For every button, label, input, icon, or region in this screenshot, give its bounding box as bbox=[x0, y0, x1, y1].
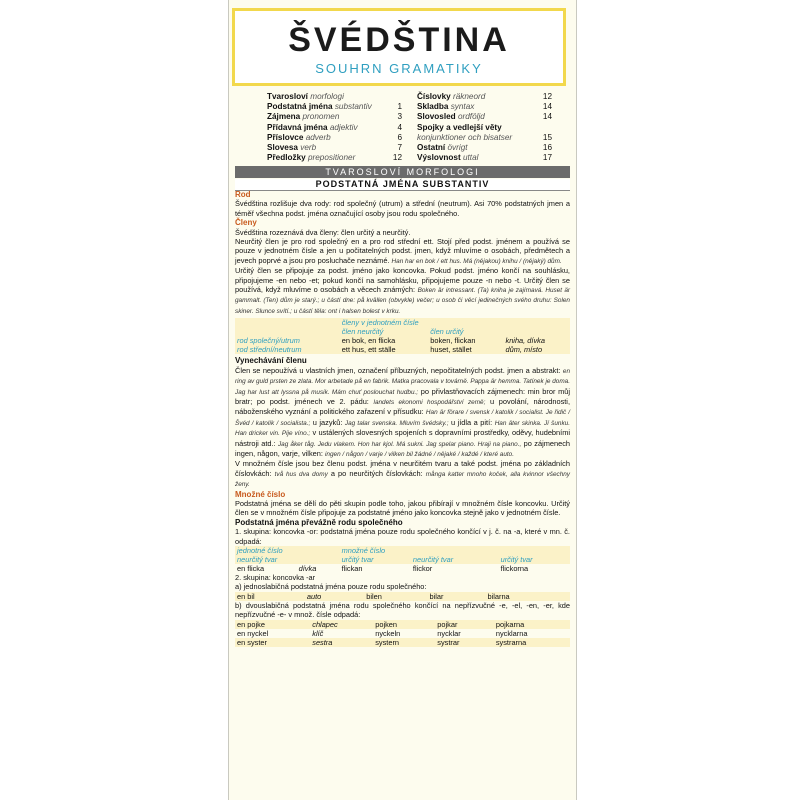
toc-item-label: Přídavná jména bbox=[267, 122, 328, 132]
toc-item bbox=[417, 153, 552, 163]
toc-item-label: Předložky bbox=[267, 153, 306, 163]
paragraph-plural-no-article bbox=[235, 459, 570, 489]
toc-item-page: 1 bbox=[397, 102, 402, 112]
cell: dívka bbox=[298, 564, 317, 573]
heading-utrum-groups: Podstatná jména převážně rodu společného bbox=[235, 517, 403, 527]
toc-item bbox=[267, 92, 402, 102]
toc-item-latin: verb bbox=[300, 142, 317, 152]
urcity-example: Boken är intressant. (Ta) kniha je zajímavá. Huset är gammalt. (Ten) dům je starý.; u částí dne: på kvällen (obvykle) večer; u osob či věcí jedinečných svého druhu: Solen skiner. Slunce svítí.; u částí těla: ont i halsen bolest v krku. bbox=[235, 287, 571, 315]
cell: ett hus, ett ställe bbox=[341, 345, 396, 355]
page-subtitle: SOUHRN GRAMATIKY bbox=[315, 61, 483, 76]
toc-item bbox=[267, 143, 402, 153]
text: a po neurčitých číslovkách: bbox=[330, 468, 423, 478]
cell: bilarna bbox=[485, 592, 570, 601]
paragraph-neurcity bbox=[235, 237, 570, 266]
toc-item-page: 7 bbox=[397, 142, 402, 152]
plural-table-3 bbox=[235, 620, 570, 647]
cell: pojken bbox=[373, 620, 435, 629]
table-row bbox=[235, 592, 570, 601]
toc-item-label: Číslovky bbox=[417, 92, 451, 101]
cell: nycklarna bbox=[495, 628, 528, 638]
cell: flickan bbox=[341, 564, 363, 573]
text: po zájmenech ingen, någon, varje, vilken: bbox=[235, 438, 570, 458]
text: po přivlastňovacích zájmenech: min bror můj bratr; po podst. jménech ve 2. pádu: bbox=[235, 386, 570, 406]
table-row bbox=[235, 564, 570, 573]
toc-item bbox=[417, 143, 552, 153]
cell: en bok, en flicka bbox=[341, 336, 396, 346]
articles-table-caption: členy v jednotném čísle bbox=[341, 318, 419, 328]
toc-item-latin: adverb bbox=[305, 132, 331, 142]
toc-item-page: 17 bbox=[542, 153, 552, 163]
toc-item-latin: konjunktioner och bisatser bbox=[417, 132, 513, 142]
paragraph-mnozne-cislo: Podstatná jména se dělí do pěti skupin podle toho, jakou přibírají v množném čísle koncovku. Určitý člen se v množném čísle připojuje za podstatné jméno jako koncovka stejně jako v jednotném čísle. bbox=[235, 498, 570, 518]
toc-item bbox=[267, 112, 402, 122]
toc-item-label: Tvarosloví bbox=[267, 92, 308, 101]
paragraph-skupina-1: 1. skupina: koncovka -or: podstatná jména pouze rodu společného končící v j. č. na -a, které v mn. č. odpadá: bbox=[235, 527, 570, 546]
toc-item-label: Slovosled bbox=[417, 112, 456, 122]
toc-item bbox=[267, 123, 402, 133]
title-box bbox=[232, 8, 566, 86]
paragraph-cleny: Švédština rozeznává dva členy: člen určitý a neurčitý. bbox=[235, 227, 411, 237]
col-urcity: člen určitý bbox=[430, 327, 464, 337]
heading-mnozne-cislo: Množné číslo bbox=[235, 489, 286, 499]
cell: en flicka bbox=[237, 564, 265, 573]
cell: boken, flickan bbox=[430, 336, 476, 346]
toc-item-page: 16 bbox=[542, 142, 552, 152]
plural-table-1 bbox=[235, 546, 570, 573]
text: u jazyků: bbox=[312, 417, 343, 427]
toc-item bbox=[417, 102, 552, 112]
toc-item-label: Skladba bbox=[417, 102, 449, 112]
example: Jag åker tåg. Jedu vlakem. Hon har kjol. Má sukni. Jag spelar piano. Hraji na piano., bbox=[277, 440, 522, 448]
paragraph-urcity bbox=[235, 266, 570, 316]
example: landets ekonomi hospodářství země; bbox=[373, 398, 486, 406]
toc-item-latin: räkneord bbox=[452, 92, 486, 101]
col-indef: neurčitý tvar bbox=[235, 555, 340, 564]
plural-table-2 bbox=[235, 592, 570, 601]
toc-item-label: Výslovnost bbox=[417, 153, 461, 163]
text: u jídla a pití: bbox=[451, 417, 493, 427]
toc-item-latin: substantiv bbox=[334, 102, 372, 112]
cell: systrar bbox=[435, 638, 494, 647]
cell: bilen bbox=[364, 592, 427, 601]
row-label: rod střední/neutrum bbox=[237, 345, 302, 355]
toc-item-page: 12 bbox=[542, 92, 552, 101]
toc-item bbox=[417, 133, 552, 143]
cell: dům, místo bbox=[505, 345, 543, 355]
toc-left-column bbox=[267, 92, 402, 163]
toc-item-latin: morfologi bbox=[310, 92, 344, 101]
toc-item-label: Zájmena bbox=[267, 112, 301, 122]
heading-cleny: Členy bbox=[235, 218, 257, 228]
toc-item-page: 14 bbox=[542, 102, 552, 112]
toc-item-latin: prepositioner bbox=[307, 153, 356, 163]
toc-item-latin: pronomen bbox=[302, 112, 340, 122]
heading-vynechavani: Vynechávání členu bbox=[235, 356, 307, 366]
cell: en pojke bbox=[235, 620, 310, 629]
grammar-card bbox=[228, 0, 577, 800]
cell: kniha, dívka bbox=[505, 336, 545, 346]
example: en ring av guld prsten ze zlata. Mor arbetade på en fabrik. Matka pracovala v továrně. Pappa är hemma. Tatínek je doma. Jag har lust att lyssna på musik. Mám chuť poslouchat hudbu.; bbox=[235, 367, 570, 396]
toc-item-page: 4 bbox=[397, 122, 402, 132]
page-title: ŠVÉDŠTINA bbox=[288, 21, 510, 59]
toc-item-latin: övrigt bbox=[447, 142, 468, 152]
paragraph-skupina-2: 2. skupina: koncovka -ar bbox=[235, 573, 316, 582]
urcity-text: Určitý člen se připojuje za podst. jméno jako koncovka. Pokud podst. jméno končí na souhlásku, připojujeme -en nebo -et; pokud končí na samohlásku, připojujeme pouze -n nebo -t. Určitý člen se používá, když mluvíme o osobách a věcech známých: bbox=[235, 266, 570, 295]
example: Han äter skinka. Jí šunku. Han dricker vin. Pije víno.; bbox=[235, 419, 570, 438]
cell: nyckeln bbox=[375, 628, 401, 638]
col-singular: jednotné číslo bbox=[235, 546, 340, 555]
toc-item bbox=[417, 123, 552, 133]
table-row bbox=[235, 336, 570, 345]
toc-item-page: 15 bbox=[542, 132, 552, 142]
heading-rod: Rod bbox=[235, 190, 251, 199]
cell: bilar bbox=[428, 592, 486, 601]
col-plural: množné číslo bbox=[340, 546, 570, 555]
cell: pojkarna bbox=[494, 620, 570, 629]
col-def: určitý tvar bbox=[499, 555, 570, 564]
cell: en bil bbox=[235, 592, 305, 601]
row-label: rod společný/utrum bbox=[237, 336, 300, 346]
toc-item-latin: uttal bbox=[462, 153, 479, 163]
cell: en syster bbox=[235, 638, 310, 647]
toc-item-page: 14 bbox=[542, 112, 552, 122]
example: många katter mnoho koček, alla kvinnor všechny ženy. bbox=[235, 470, 570, 489]
cell: huset, stället bbox=[430, 345, 472, 355]
cell: systern bbox=[373, 638, 435, 647]
toc-item-label: Příslovce bbox=[267, 132, 304, 142]
toc-item-latin: adjektiv bbox=[329, 122, 358, 132]
example: Jag talar svenska. Mluvím švédsky.; bbox=[344, 419, 449, 427]
cell: pojkar bbox=[435, 620, 494, 629]
col-neurcity: člen neurčitý bbox=[341, 327, 384, 337]
toc-item-label: Spojky a vedlejší věty bbox=[417, 122, 502, 132]
toc-item-label: Ostatní bbox=[417, 142, 446, 152]
section-bar-morfologi: TVAROSLOVÍ MORFOLOGI bbox=[235, 166, 570, 178]
text: v ustálených slovesných spojeních s dopravními prostředky, oděvy, hudebními nástroji atd.: bbox=[235, 428, 570, 448]
text: u povolání, národnosti, náboženského vyznání a politického zařazení v přísudku: bbox=[235, 396, 571, 417]
toc-item bbox=[417, 112, 552, 122]
table-row bbox=[235, 629, 570, 638]
toc-item-label: Podstatná jména bbox=[267, 102, 333, 112]
text: Člen se nepoužívá u vlastních jmen, označení příbuzných, nepočitatelných podst. jmen a abstrakt: bbox=[235, 365, 561, 375]
cell: nycklar bbox=[437, 628, 461, 638]
content bbox=[235, 190, 570, 647]
toc-item-page: 12 bbox=[392, 153, 402, 163]
cell: sestra bbox=[310, 638, 373, 647]
paragraph-vynechavani bbox=[235, 366, 570, 460]
neurcity-text: Neurčitý člen je pro rod společný en a pro rod střední ett. Stojí před podst. jménem a používá se pouze v jednotném čísle a jen u počitatelných podst. jmen, když mluvíme o osobách, předmětech a jevech poprvé a jsou pro posluchače neznámé. bbox=[235, 237, 570, 265]
cell: klíč bbox=[312, 628, 324, 638]
example: ingen / någon / varje / vilken bil žádné / nějaké / každé / které auto. bbox=[325, 450, 514, 458]
toc-item-latin: syntax bbox=[450, 102, 475, 112]
cell: flickor bbox=[412, 564, 433, 573]
section-bar-substantiv: PODSTATNÁ JMÉNA SUBSTANTIV bbox=[235, 179, 570, 191]
table-row bbox=[235, 620, 570, 629]
toc-item-latin: ordföljd bbox=[457, 112, 485, 122]
toc-item bbox=[267, 102, 402, 112]
cell: en nyckel bbox=[237, 628, 269, 638]
paragraph-skupina-2a: a) jednoslabičná podstatná jména pouze rodu společného: bbox=[235, 582, 427, 592]
toc-item bbox=[267, 133, 402, 143]
col-indef: neurčitý tvar bbox=[411, 555, 499, 564]
table-row bbox=[235, 345, 570, 354]
cell: chlapec bbox=[310, 620, 373, 629]
toc-item-page: 6 bbox=[397, 132, 402, 142]
paragraph-rod: Švédština rozlišuje dva rody: rod společný (utrum) a střední (neutrum). Asi 70% podstatných jmen a téměř všechna podst. jména označující osoby jsou rodu společného. bbox=[235, 199, 570, 218]
cell: flickorna bbox=[500, 564, 529, 573]
toc-item bbox=[417, 92, 552, 102]
cell: auto bbox=[305, 592, 364, 601]
neurcity-example: Han har en bok / ett hus. Má (nějakou) knihu / (nějaký) dům. bbox=[391, 257, 562, 265]
example: två hus dva domy bbox=[274, 470, 328, 478]
text: V množném čísle jsou bez členu podst. jména v neurčitém tvaru a také podst. jména po základních číslovkách: bbox=[235, 459, 570, 478]
example: Han är förare / svensk / katolik / socialist. Je řidič / Švéd / katolík / socialista.; bbox=[235, 409, 570, 427]
col-def: určitý tvar bbox=[340, 555, 411, 564]
toc-item bbox=[267, 153, 402, 163]
table-row bbox=[235, 638, 570, 647]
paragraph-skupina-2b: b) dvouslabičná podstatná jména rodu společného končící na nepřízvučné -e, -el, -en, -er, kde nepřízvučné -e- v množ. čísle odpadá: bbox=[235, 600, 570, 620]
cell: systrarna bbox=[494, 638, 570, 647]
toc-item-page: 3 bbox=[397, 112, 402, 122]
toc-item-label: Slovesa bbox=[267, 142, 298, 152]
toc-right-column bbox=[417, 92, 552, 163]
articles-table bbox=[235, 318, 570, 354]
